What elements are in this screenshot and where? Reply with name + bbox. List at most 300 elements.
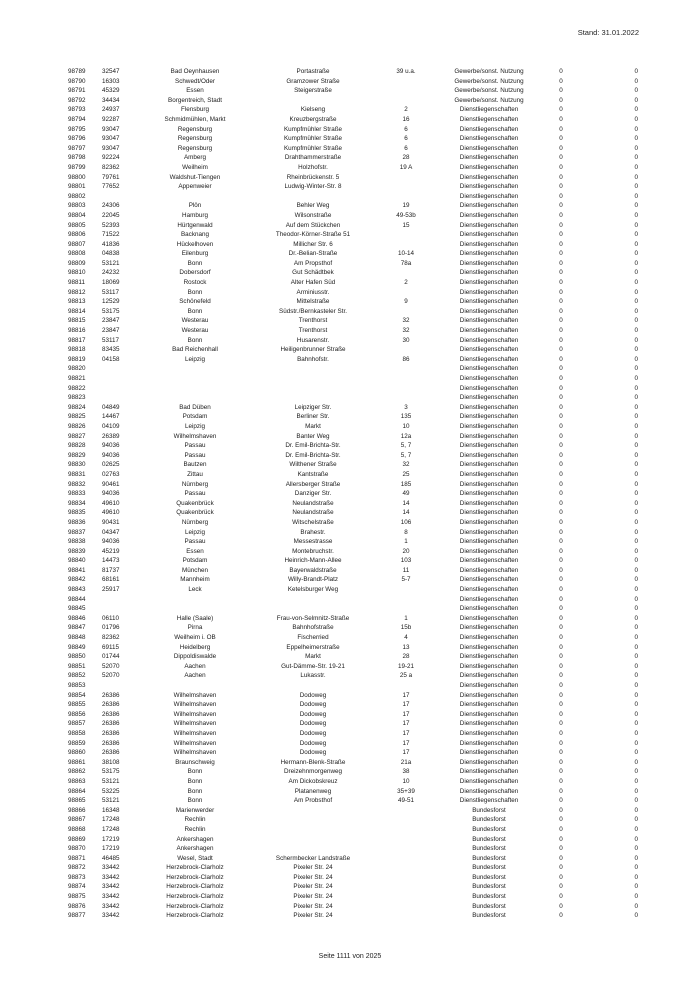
row-ort xyxy=(144,374,246,384)
row-hausnummer: 11 xyxy=(402,566,410,574)
row-wert-1: 0 xyxy=(559,720,563,728)
row-hausnummer xyxy=(380,230,432,240)
row-strasse: Danziger Str. xyxy=(294,490,332,498)
table-row xyxy=(68,796,638,806)
row-id: 98798 xyxy=(68,154,86,162)
row-wert-1: 0 xyxy=(559,643,563,651)
row-plz: 83435 xyxy=(102,346,120,354)
row-strasse xyxy=(246,825,380,835)
row-nutzung: Dienstliegenschaften xyxy=(459,461,519,469)
row-id: 98859 xyxy=(68,739,86,747)
row-plz xyxy=(102,364,144,374)
row-nutzung: Dienstliegenschaften xyxy=(459,490,519,498)
row-plz: 46485 xyxy=(102,854,120,862)
table-row xyxy=(68,719,638,729)
row-hausnummer: 14 xyxy=(402,499,410,507)
row-wert-1: 0 xyxy=(559,77,563,85)
row-wert-1: 0 xyxy=(559,566,563,574)
row-ort: Herzebrock-Clarholz xyxy=(166,912,224,920)
row-wert-2: 0 xyxy=(634,682,638,689)
row-hausnummer xyxy=(380,173,432,183)
row-wert-1: 0 xyxy=(559,499,563,507)
row-wert-2: 0 xyxy=(634,173,638,181)
row-id: 98874 xyxy=(68,883,86,891)
row-hausnummer: 35+39 xyxy=(397,787,415,795)
row-wert-1: 0 xyxy=(559,96,563,104)
row-hausnummer: 106 xyxy=(400,518,412,526)
row-nutzung: Dienstliegenschaften xyxy=(459,154,519,162)
row-strasse: Messestrasse xyxy=(293,538,333,546)
row-wert-2: 0 xyxy=(634,912,638,920)
table-row xyxy=(68,643,638,653)
row-ort: Leipzig xyxy=(185,355,205,363)
row-spacer xyxy=(576,374,608,384)
row-hausnummer xyxy=(380,873,432,883)
row-plz: 53175 xyxy=(102,768,120,776)
row-ort: Hamburg xyxy=(182,211,208,219)
row-nutzung: Dienstliegenschaften xyxy=(459,298,519,306)
row-wert-2: 0 xyxy=(634,662,638,670)
row-nutzung: Dienstliegenschaften xyxy=(459,499,519,507)
row-ort: Marienwerder xyxy=(175,806,215,814)
row-spacer xyxy=(576,480,608,490)
row-hausnummer: 12a xyxy=(400,432,412,440)
row-spacer xyxy=(576,336,608,346)
row-nutzung: Dienstliegenschaften xyxy=(459,384,519,392)
row-wert-2: 0 xyxy=(634,518,638,526)
row-id: 98869 xyxy=(68,835,86,843)
row-id: 98828 xyxy=(68,442,86,450)
row-wert-2: 0 xyxy=(634,375,638,382)
row-spacer xyxy=(576,623,608,633)
row-ort: Passau xyxy=(184,490,206,498)
row-spacer xyxy=(576,575,608,585)
row-plz: 81737 xyxy=(102,566,120,574)
row-wert-1: 0 xyxy=(559,509,563,517)
row-id: 98850 xyxy=(68,653,86,661)
row-spacer xyxy=(576,758,608,768)
row-wert-2: 0 xyxy=(634,192,638,200)
table-row xyxy=(68,163,638,173)
row-hausnummer: 28 xyxy=(402,154,410,162)
table-row xyxy=(68,192,638,202)
row-plz: 04109 xyxy=(102,422,120,430)
row-id: 98789 xyxy=(68,68,86,75)
row-plz: 94036 xyxy=(102,451,120,459)
row-nutzung: Dienstliegenschaften xyxy=(459,528,519,536)
row-hausnummer: 8 xyxy=(404,528,408,536)
row-nutzung: Dienstliegenschaften xyxy=(459,451,519,459)
row-ort: Wesel, Stadt xyxy=(177,854,213,862)
row-plz: 82362 xyxy=(102,634,120,642)
row-wert-1: 0 xyxy=(559,192,563,200)
row-spacer xyxy=(576,595,608,605)
row-plz: 16303 xyxy=(102,77,120,85)
table-row xyxy=(68,432,638,442)
row-id: 98794 xyxy=(68,115,86,123)
row-spacer xyxy=(576,556,608,566)
row-wert-1: 0 xyxy=(559,346,563,354)
table-row xyxy=(68,489,638,499)
row-plz xyxy=(102,192,144,202)
row-nutzung: Dienstliegenschaften xyxy=(459,125,519,133)
row-id: 98831 xyxy=(68,470,86,478)
row-plz: 26386 xyxy=(102,701,120,709)
row-plz xyxy=(102,393,144,403)
row-nutzung: Bundesforst xyxy=(472,883,506,891)
row-hausnummer: 17 xyxy=(402,710,410,718)
row-nutzung: Gewerbe/sonst. Nutzung xyxy=(454,68,524,75)
row-wert-2: 0 xyxy=(634,211,638,219)
row-plz: 33442 xyxy=(102,902,120,910)
row-ort xyxy=(144,393,246,403)
row-nutzung: Dienstliegenschaften xyxy=(459,749,519,757)
row-strasse: Dr.-Belian-Straße xyxy=(288,250,338,258)
table-row xyxy=(68,441,638,451)
row-id: 98843 xyxy=(68,586,86,594)
row-wert-1: 0 xyxy=(559,480,563,488)
row-wert-2: 0 xyxy=(634,720,638,728)
row-nutzung: Dienstliegenschaften xyxy=(459,432,519,440)
row-wert-2: 0 xyxy=(634,883,638,891)
row-strasse xyxy=(246,681,380,691)
row-wert-2: 0 xyxy=(634,77,638,85)
row-id: 98799 xyxy=(68,163,86,171)
row-spacer xyxy=(576,700,608,710)
row-wert-2: 0 xyxy=(634,240,638,248)
row-plz: 53117 xyxy=(102,336,120,344)
row-strasse: Dodoweg xyxy=(299,749,327,757)
row-id: 98816 xyxy=(68,327,86,335)
row-plz: 14467 xyxy=(102,413,120,421)
row-plz: 06110 xyxy=(102,614,120,622)
row-wert-2: 0 xyxy=(634,288,638,296)
row-plz: 14473 xyxy=(102,557,120,565)
row-wert-1: 0 xyxy=(559,413,563,421)
table-row xyxy=(68,835,638,845)
row-ort: Herzebrock-Clarholz xyxy=(166,893,224,901)
row-spacer xyxy=(576,825,608,835)
row-hausnummer: 17 xyxy=(402,691,410,699)
table-row xyxy=(68,499,638,509)
row-ort: Bad Düben xyxy=(179,403,211,411)
row-wert-2: 0 xyxy=(634,614,638,622)
row-strasse: Südstr./Bernkasteler Str. xyxy=(279,307,347,315)
row-strasse: Dodoweg xyxy=(299,729,327,737)
row-id: 98873 xyxy=(68,873,86,881)
table-row xyxy=(68,403,638,413)
row-ort: Braunschweig xyxy=(175,758,215,766)
row-nutzung: Dienstliegenschaften xyxy=(459,653,519,661)
row-hausnummer: 78a xyxy=(400,259,412,267)
table-row xyxy=(68,307,638,317)
row-ort: Potsdam xyxy=(182,413,208,421)
row-wert-2: 0 xyxy=(634,87,638,95)
row-wert-1: 0 xyxy=(559,902,563,910)
row-wert-1: 0 xyxy=(559,375,563,382)
table-row xyxy=(68,230,638,240)
row-hausnummer xyxy=(380,835,432,845)
row-nutzung: Dienstliegenschaften xyxy=(459,634,519,642)
row-id: 98866 xyxy=(68,806,86,814)
row-wert-2: 0 xyxy=(634,422,638,430)
row-spacer xyxy=(576,911,608,921)
row-wert-1: 0 xyxy=(559,777,563,785)
row-spacer xyxy=(576,144,608,154)
row-wert-2: 0 xyxy=(634,499,638,507)
row-id: 98862 xyxy=(68,768,86,776)
row-spacer xyxy=(576,345,608,355)
row-nutzung: Dienstliegenschaften xyxy=(459,586,519,594)
row-nutzung: Dienstliegenschaften xyxy=(459,115,519,123)
row-strasse: Portastraße xyxy=(296,68,330,75)
row-wert-2: 0 xyxy=(634,480,638,488)
table-row xyxy=(68,508,638,518)
row-ort: Essen xyxy=(186,87,204,95)
row-strasse: Bahnhofstraße xyxy=(292,624,334,632)
row-strasse: Mittelstraße xyxy=(296,298,330,306)
row-wert-2: 0 xyxy=(634,605,638,613)
table-row xyxy=(68,201,638,211)
row-wert-1: 0 xyxy=(559,135,563,143)
table-row xyxy=(68,316,638,326)
row-wert-1: 0 xyxy=(559,317,563,325)
row-id: 98834 xyxy=(68,499,86,507)
row-nutzung: Dienstliegenschaften xyxy=(459,135,519,143)
table-row xyxy=(68,691,638,701)
row-wert-1: 0 xyxy=(559,394,563,402)
row-hausnummer: 39 u.a. xyxy=(396,68,416,75)
row-spacer xyxy=(576,240,608,250)
row-strasse: Millicher Str. 6 xyxy=(293,240,333,248)
row-nutzung: Dienstliegenschaften xyxy=(459,279,519,287)
row-nutzung: Dienstliegenschaften xyxy=(459,346,519,354)
row-spacer xyxy=(576,671,608,681)
row-ort: Aachen xyxy=(184,662,206,670)
row-ort: Flensburg xyxy=(180,106,209,114)
row-id: 98847 xyxy=(68,624,86,632)
row-strasse: Schermbecker Landstraße xyxy=(275,854,351,862)
row-nutzung: Dienstliegenschaften xyxy=(459,720,519,728)
row-nutzung: Dienstliegenschaften xyxy=(459,605,519,613)
row-nutzung: Dienstliegenschaften xyxy=(459,269,519,277)
row-wert-1: 0 xyxy=(559,269,563,277)
row-plz: 22045 xyxy=(102,211,120,219)
row-wert-1: 0 xyxy=(559,442,563,450)
row-hausnummer xyxy=(380,604,432,614)
page-number: Seite 1111 von 2025 xyxy=(318,953,382,960)
row-wert-2: 0 xyxy=(634,729,638,737)
row-spacer xyxy=(576,652,608,662)
row-plz: 52393 xyxy=(102,221,120,229)
row-strasse xyxy=(246,604,380,614)
row-wert-2: 0 xyxy=(634,586,638,594)
row-wert-2: 0 xyxy=(634,259,638,267)
row-spacer xyxy=(576,547,608,557)
table-row xyxy=(68,739,638,749)
row-wert-2: 0 xyxy=(634,68,638,75)
row-spacer xyxy=(576,201,608,211)
row-plz: 26386 xyxy=(102,720,120,728)
row-plz: 26389 xyxy=(102,432,120,440)
row-ort xyxy=(144,595,246,605)
row-hausnummer: 25 a xyxy=(399,672,413,680)
row-hausnummer: 30 xyxy=(402,336,410,344)
row-plz: 93047 xyxy=(102,135,120,143)
table-row xyxy=(68,652,638,662)
row-spacer xyxy=(576,873,608,883)
row-plz: 26386 xyxy=(102,739,120,747)
row-id: 98791 xyxy=(68,87,86,95)
row-ort: Bonn xyxy=(187,288,203,296)
row-id: 98795 xyxy=(68,125,86,133)
row-spacer xyxy=(576,710,608,720)
row-hausnummer xyxy=(380,393,432,403)
row-hausnummer: 1 xyxy=(404,538,408,546)
row-plz: 53121 xyxy=(102,259,120,267)
row-id: 98842 xyxy=(68,576,86,584)
row-nutzung: Dienstliegenschaften xyxy=(459,240,519,248)
row-strasse xyxy=(246,96,380,106)
row-plz: 17219 xyxy=(102,835,120,843)
row-hausnummer: 19 A xyxy=(399,163,413,171)
row-nutzung: Dienstliegenschaften xyxy=(459,595,519,603)
row-id: 98867 xyxy=(68,816,86,824)
table-row xyxy=(68,700,638,710)
row-plz: 53121 xyxy=(102,797,120,805)
row-nutzung: Dienstliegenschaften xyxy=(459,614,519,622)
row-spacer xyxy=(576,67,608,77)
row-id: 98806 xyxy=(68,231,86,239)
row-spacer xyxy=(576,882,608,892)
row-ort: Dippoldiswalde xyxy=(173,653,217,661)
row-hausnummer: 6 xyxy=(404,135,408,143)
row-strasse xyxy=(246,595,380,605)
row-wert-1: 0 xyxy=(559,758,563,766)
row-ort: Appenweier xyxy=(178,183,212,191)
row-wert-2: 0 xyxy=(634,442,638,450)
row-strasse: Pixeler Str. 24 xyxy=(293,873,333,881)
row-strasse: Kreuzbergstraße xyxy=(289,115,337,123)
row-wert-1: 0 xyxy=(559,528,563,536)
row-nutzung: Dienstliegenschaften xyxy=(459,557,519,565)
row-id: 98807 xyxy=(68,240,86,248)
row-ort: Bonn xyxy=(187,777,203,785)
table-row xyxy=(68,460,638,470)
row-strasse: Leipziger Str. xyxy=(294,403,332,411)
row-wert-2: 0 xyxy=(634,825,638,833)
row-spacer xyxy=(576,432,608,442)
row-hausnummer: 185 xyxy=(400,480,412,488)
row-plz: 33442 xyxy=(102,873,120,881)
row-spacer xyxy=(576,806,608,816)
row-wert-1: 0 xyxy=(559,173,563,181)
row-id: 98800 xyxy=(68,173,86,181)
table-row xyxy=(68,892,638,902)
row-wert-2: 0 xyxy=(634,490,638,498)
row-nutzung: Gewerbe/sonst. Nutzung xyxy=(454,96,524,104)
row-wert-1: 0 xyxy=(559,816,563,824)
row-spacer xyxy=(576,326,608,336)
row-wert-1: 0 xyxy=(559,470,563,478)
row-id: 98826 xyxy=(68,422,86,430)
row-ort: Passau xyxy=(184,451,206,459)
row-nutzung: Dienstliegenschaften xyxy=(459,202,519,210)
row-plz: 26386 xyxy=(102,729,120,737)
row-plz: 18069 xyxy=(102,279,120,287)
row-plz: 94036 xyxy=(102,490,120,498)
row-nutzung: Dienstliegenschaften xyxy=(459,566,519,574)
row-spacer xyxy=(576,230,608,240)
row-wert-2: 0 xyxy=(634,432,638,440)
row-plz: 04347 xyxy=(102,528,120,536)
table-row xyxy=(68,825,638,835)
row-strasse: Arminiusstr. xyxy=(296,288,330,296)
table-row xyxy=(68,384,638,394)
row-strasse xyxy=(246,815,380,825)
row-strasse xyxy=(246,806,380,816)
row-strasse: Kumpfmühler Straße xyxy=(283,135,343,143)
row-spacer xyxy=(576,787,608,797)
row-plz: 23847 xyxy=(102,317,120,325)
row-id: 98804 xyxy=(68,211,86,219)
row-spacer xyxy=(576,307,608,317)
row-nutzung: Dienstliegenschaften xyxy=(459,231,519,239)
table-row xyxy=(68,575,638,585)
row-wert-1: 0 xyxy=(559,384,563,392)
row-wert-2: 0 xyxy=(634,394,638,402)
row-wert-1: 0 xyxy=(559,125,563,133)
row-ort: Mannheim xyxy=(180,576,210,584)
row-plz: 71522 xyxy=(102,231,120,239)
row-strasse xyxy=(246,364,380,374)
table-row xyxy=(68,777,638,787)
row-id: 98841 xyxy=(68,566,86,574)
row-hausnummer xyxy=(380,863,432,873)
table-row xyxy=(68,537,638,547)
row-ort: Leipzig xyxy=(185,422,205,430)
row-id: 98812 xyxy=(68,288,86,296)
row-nutzung: Dienstliegenschaften xyxy=(459,413,519,421)
row-hausnummer xyxy=(380,364,432,374)
row-wert-1: 0 xyxy=(559,490,563,498)
row-wert-2: 0 xyxy=(634,797,638,805)
row-nutzung: Dienstliegenschaften xyxy=(459,173,519,181)
row-plz: 04838 xyxy=(102,250,120,258)
row-plz: 24232 xyxy=(102,269,120,277)
row-id: 98876 xyxy=(68,902,86,910)
row-strasse: Markt xyxy=(305,422,321,430)
row-wert-2: 0 xyxy=(634,346,638,354)
row-id: 98860 xyxy=(68,749,86,757)
row-strasse: Dodoweg xyxy=(299,701,327,709)
row-wert-2: 0 xyxy=(634,854,638,862)
row-wert-1: 0 xyxy=(559,355,563,363)
row-id: 98803 xyxy=(68,202,86,210)
row-wert-1: 0 xyxy=(559,154,563,162)
table-row xyxy=(68,268,638,278)
row-hausnummer xyxy=(380,384,432,394)
row-ort: Wilhelmshaven xyxy=(173,710,217,718)
row-wert-2: 0 xyxy=(634,768,638,776)
row-spacer xyxy=(576,566,608,576)
row-hausnummer xyxy=(380,911,432,921)
row-hausnummer xyxy=(380,882,432,892)
row-hausnummer: 5, 7 xyxy=(400,451,412,459)
row-spacer xyxy=(576,249,608,259)
row-ort xyxy=(144,604,246,614)
row-id: 98813 xyxy=(68,298,86,306)
